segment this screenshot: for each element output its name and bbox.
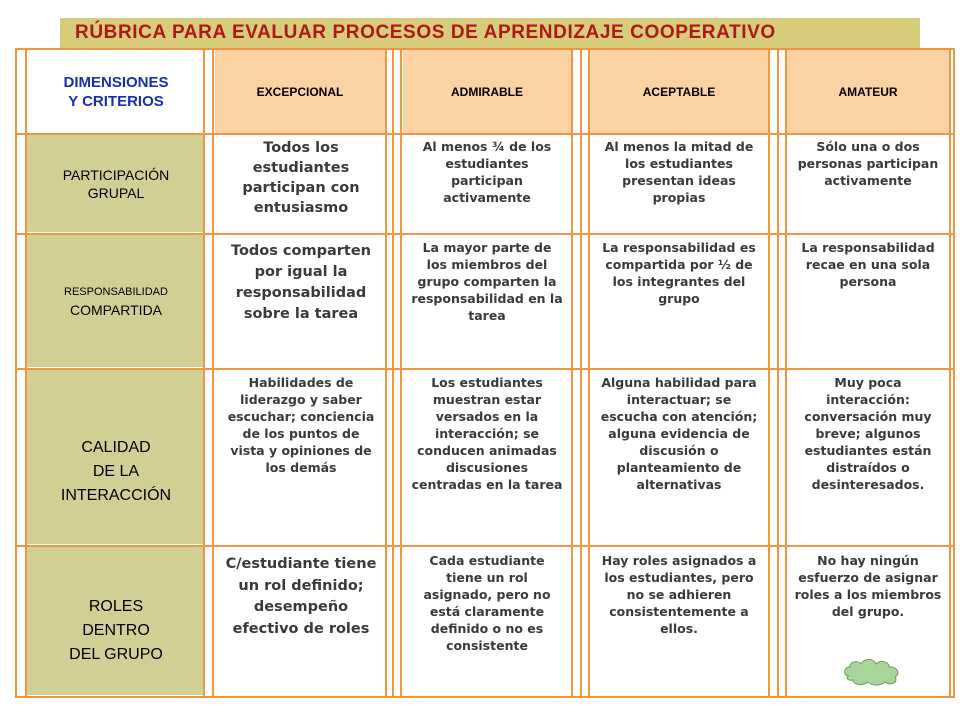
dimension-label: INTERACCIÓN — [60, 487, 172, 504]
level-header-aceptable: ACEPTABLE — [590, 50, 768, 133]
dimensions-header-line2: Y CRITERIOS — [68, 92, 164, 110]
level-header-admirable: ADMIRABLE — [403, 50, 571, 133]
cell-responsabilidad-excepcional: Todos comparten por igual la responsabilidad sobre la tarea — [230, 243, 371, 322]
cell-roles-aceptable: Hay roles asignados a los estudiantes, pero no se adhieren consistentemente a ellos. — [601, 553, 757, 636]
grid-line — [203, 48, 205, 698]
dimension-label: DEL GRUPO — [69, 646, 163, 663]
dimension-label: RESPONSABILIDAD — [64, 286, 168, 298]
grid-line — [580, 48, 582, 698]
grid-line — [15, 368, 955, 370]
level-header-excepcional: EXCEPCIONAL — [215, 50, 385, 133]
grid-line — [392, 48, 394, 698]
dimensions-header-line1: DIMENSIONES — [63, 73, 169, 91]
cell-responsabilidad-aceptable: La responsabilidad es compartida por ½ de los integrantes del grupo — [602, 240, 756, 306]
level-header-amateur: AMATEUR — [787, 50, 949, 133]
grid-line — [15, 233, 955, 235]
grid-line — [571, 48, 573, 698]
dimension-calidad — [27, 370, 205, 544]
grid-line — [400, 48, 402, 698]
dimension-label: DE LA — [92, 463, 140, 480]
grid-line — [25, 48, 27, 698]
dimension-participacion — [27, 135, 205, 232]
dimension-label: DENTRO — [82, 622, 150, 639]
cell-roles-admirable: Cada estudiante tiene un rol asignado, pero no está claramente definido o no es consistente — [423, 553, 551, 653]
page-title: RÚBRICA PARA EVALUAR PROCESOS DE APRENDIZAJE COOPERATIVO — [75, 22, 776, 43]
cell-responsabilidad-admirable: La mayor parte de los miembros del grupo comparten la responsabilidad en la tarea — [411, 240, 563, 323]
grid-line — [777, 48, 779, 698]
dimension-label: PARTICIPACIÓN — [62, 166, 170, 183]
grid-line — [385, 48, 387, 698]
cell-roles-excepcional: C/estudiante tiene un rol definido; desempeño efectivo de roles — [225, 556, 377, 637]
cell-responsabilidad-amateur: La responsabilidad recae en una sola persona — [801, 240, 935, 289]
grid-line — [949, 48, 951, 698]
dimension-roles — [27, 547, 205, 695]
grid-line — [588, 48, 590, 698]
cell-calidad-admirable: Los estudiantes muestran estar versados en la interacción; se conducen animadas discusiones centradas en la tarea — [411, 375, 563, 492]
grid-line — [212, 48, 214, 698]
dimension-label: ROLES — [88, 598, 144, 615]
cell-roles-amateur: No hay ningún esfuerzo de asignar roles a los miembros del grupo. — [794, 553, 942, 619]
grid-line — [15, 545, 955, 547]
dimension-label: COMPARTIDA — [69, 302, 163, 318]
cell-calidad-aceptable: Alguna habilidad para interactuar; se escucha con atención; alguna evidencia de discusión o planteamiento de alternativas — [600, 375, 758, 492]
cell-participacion-admirable: Al menos ¾ de los estudiantes participan activamente — [422, 139, 552, 205]
cloud-icon — [841, 656, 903, 686]
dimension-label: GRUPAL — [87, 184, 145, 201]
cell-participacion-amateur: Sólo una o dos personas participan activamente — [797, 139, 939, 188]
grid-line — [785, 48, 787, 698]
dimension-responsabilidad — [27, 235, 205, 367]
grid-line — [768, 48, 770, 698]
cell-calidad-amateur: Muy poca interacción: conversación muy breve; algunos estudiantes están distraídos o desinteresados. — [804, 375, 932, 492]
dimension-label: CALIDAD — [81, 439, 151, 456]
cell-participacion-excepcional: Todos los estudiantes participan con entusiasmo — [242, 140, 360, 216]
dimensions-header — [27, 50, 205, 133]
cell-participacion-aceptable: Al menos la mitad de los estudiantes presentan ideas propias — [604, 139, 754, 205]
cell-calidad-excepcional: Habilidades de liderazgo y saber escuchar; conciencia de los puntos de vista y opiniones de los demás — [227, 375, 375, 475]
grid-line — [15, 133, 955, 135]
